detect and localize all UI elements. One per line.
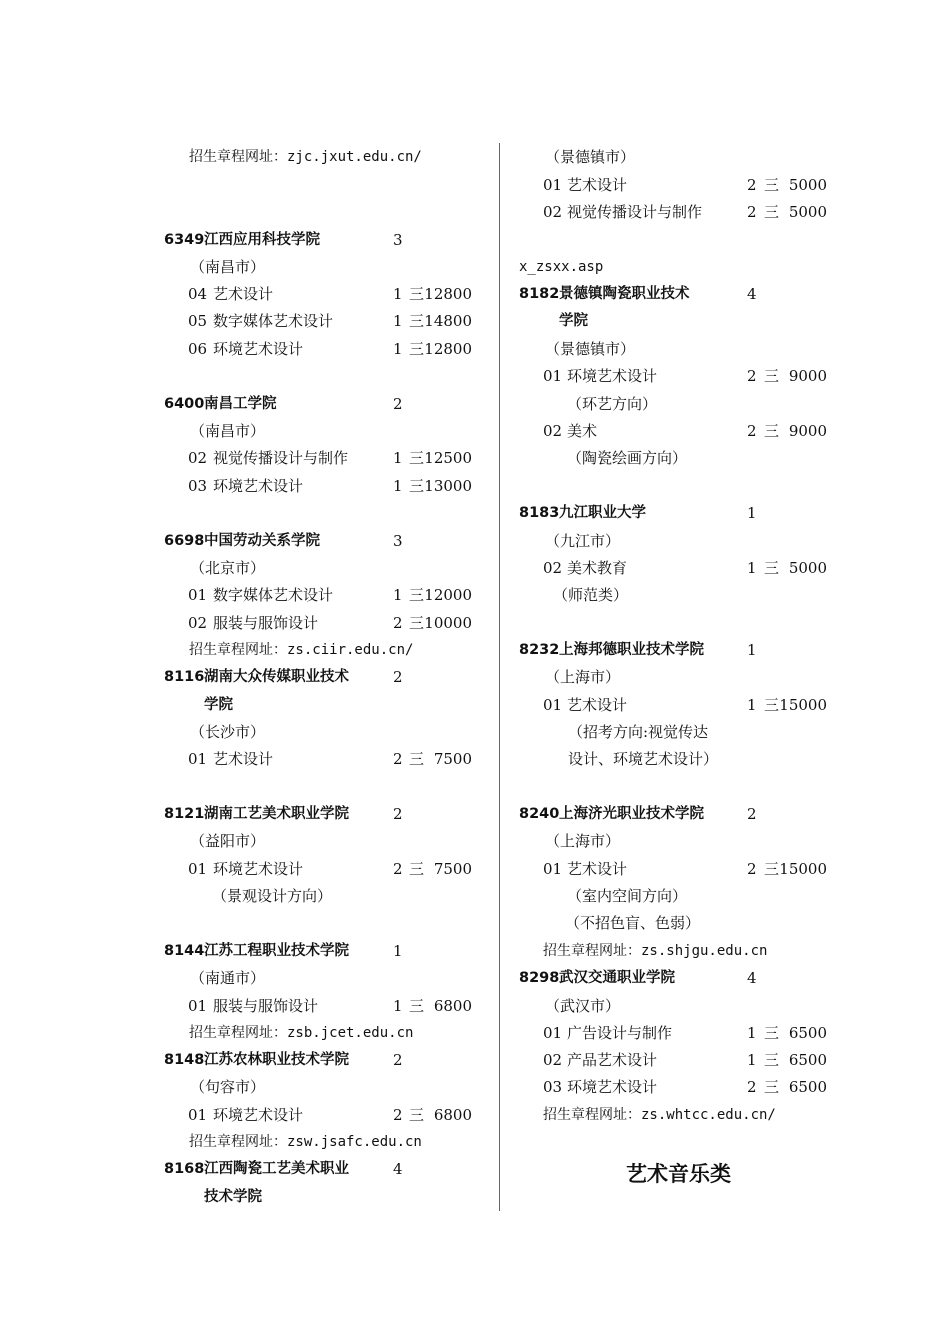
school-code: 8240 [519,806,560,822]
major-note: （室内空间方向） [567,887,688,905]
school-count: 4 [393,1160,403,1178]
major-name: 数字媒体艺术设计 [213,312,334,330]
major-fee: 12500 [424,449,472,467]
section-heading: 艺术音乐类 [626,1162,731,1186]
major-code: 01 [188,586,208,604]
major-code: 01 [188,1106,208,1124]
major-years: 1 [747,696,757,714]
enrollment-url: 招生章程网址：zjc.jxut.edu.cn/ [189,149,422,165]
major-name: 服装与服饰设计 [213,614,319,632]
school-name: 南昌工学院 [204,396,277,412]
major-tier: 三 [764,696,780,714]
school-code: 6698 [164,533,205,549]
major-tier: 三 [409,586,425,604]
major-fee: 5000 [788,559,827,577]
school-code: 8144 [164,943,205,959]
school-code: 8116 [164,669,205,685]
school-city: （南昌市） [190,258,266,276]
major-name: 环境艺术设计 [567,367,658,385]
major-code: 02 [543,203,563,221]
major-name: 艺术设计 [213,750,274,768]
school-code: 8182 [519,286,560,302]
enrollment-url: 招生章程网址：zsw.jsafc.edu.cn [189,1134,422,1150]
school-code: 8232 [519,642,560,658]
major-tier: 三 [764,559,780,577]
major-years: 2 [393,860,403,878]
column-divider [499,143,500,1211]
school-name: 江西陶瓷工艺美术职业 [204,1161,349,1177]
major-tier: 三 [764,176,780,194]
major-code: 06 [188,340,208,358]
major-fee: 9000 [788,367,827,385]
major-fee: 6500 [788,1024,827,1042]
major-tier: 三 [409,340,425,358]
major-name: 服装与服饰设计 [213,997,319,1015]
major-years: 1 [393,997,403,1015]
major-fee: 7500 [433,750,472,768]
major-fee: 12000 [424,586,472,604]
major-fee: 6500 [788,1051,827,1069]
school-name: 九江职业大学 [559,505,646,521]
school-count: 1 [747,504,757,522]
major-years: 2 [747,1078,757,1096]
school-code: 8298 [519,970,560,986]
school-code: 8121 [164,806,205,822]
major-fee: 14800 [424,312,472,330]
major-note: （环艺方向） [567,395,658,413]
major-code: 01 [543,1024,563,1042]
major-note: （不招色盲、色弱） [565,914,701,932]
major-code: 02 [543,1051,563,1069]
major-code: 01 [188,997,208,1015]
school-city: （上海市） [545,832,621,850]
major-tier: 三 [409,312,425,330]
school-name: 景德镇陶瓷职业技术 [559,286,690,302]
major-years: 1 [747,1051,757,1069]
school-count: 2 [393,1051,403,1069]
major-fee: 6800 [433,1106,472,1124]
school-code: 6349 [164,232,205,248]
major-tier: 三 [409,449,425,467]
school-city: （景德镇市） [545,148,636,166]
school-name-cont: 学院 [559,313,588,329]
school-name: 江西应用科技学院 [204,232,320,248]
school-count: 1 [393,942,403,960]
major-name: 艺术设计 [567,696,628,714]
school-code: 6400 [164,396,205,412]
major-fee: 15000 [779,860,827,878]
major-fee: 5000 [788,176,827,194]
major-code: 01 [543,367,563,385]
major-tier: 三 [409,997,425,1015]
major-name: 产品艺术设计 [567,1051,658,1069]
major-code: 02 [188,449,208,467]
school-name: 武汉交通职业学院 [559,970,675,986]
major-tier: 三 [409,285,425,303]
major-name: 美术 [567,422,598,440]
major-tier: 三 [409,614,425,632]
school-name: 上海邦德职业技术学院 [559,642,704,658]
school-count: 4 [747,969,757,987]
major-name: 环境艺术设计 [213,477,304,495]
major-note: （陶瓷绘画方向） [567,449,688,467]
school-count: 4 [747,285,757,303]
major-code: 04 [188,285,208,303]
school-count: 2 [393,668,403,686]
enrollment-url-tail: x_zsxx.asp [519,259,604,275]
major-code: 03 [543,1078,563,1096]
major-tier: 三 [764,860,780,878]
major-name: 美术教育 [567,559,628,577]
major-name: 环境艺术设计 [213,1106,304,1124]
major-years: 2 [393,750,403,768]
major-name: 环境艺术设计 [213,340,304,358]
major-years: 1 [393,340,403,358]
major-fee: 6800 [433,997,472,1015]
major-tier: 三 [409,1106,425,1124]
school-city: （益阳市） [190,832,266,850]
major-fee: 5000 [788,203,827,221]
major-name: 艺术设计 [567,176,628,194]
major-tier: 三 [764,1024,780,1042]
major-name: 广告设计与制作 [567,1024,673,1042]
major-name: 视觉传播设计与制作 [213,449,349,467]
major-years: 2 [747,367,757,385]
major-years: 1 [393,477,403,495]
school-city: （北京市） [190,559,266,577]
major-tier: 三 [409,860,425,878]
school-code: 8168 [164,1161,205,1177]
enrollment-url: 招生章程网址：zs.ciir.edu.cn/ [189,642,414,658]
major-code: 02 [543,559,563,577]
school-count: 2 [393,805,403,823]
school-count: 2 [747,805,757,823]
major-years: 1 [747,559,757,577]
school-city: （南通市） [190,969,266,987]
enrollment-url: 招生章程网址：zs.whtcc.edu.cn/ [543,1107,776,1123]
major-tier: 三 [409,477,425,495]
major-tier: 三 [764,1078,780,1096]
school-name-cont: 技术学院 [204,1189,262,1205]
major-fee: 6500 [788,1078,827,1096]
major-years: 1 [393,312,403,330]
school-city: （南昌市） [190,422,266,440]
major-name: 数字媒体艺术设计 [213,586,334,604]
major-fee: 15000 [779,696,827,714]
school-city: （九江市） [545,532,621,550]
school-code: 8183 [519,505,560,521]
major-note: （师范类） [553,586,629,604]
school-name: 江苏农林职业技术学院 [204,1052,349,1068]
major-fee: 13000 [424,477,472,495]
school-name-cont: 学院 [204,697,233,713]
school-name: 上海济光职业技术学院 [559,806,704,822]
school-count: 2 [393,395,403,413]
major-code: 01 [543,860,563,878]
school-name: 湖南大众传媒职业技术 [204,669,349,685]
school-name: 江苏工程职业技术学院 [204,943,349,959]
major-name: 艺术设计 [213,285,274,303]
major-name: 环境艺术设计 [567,1078,658,1096]
major-code: 03 [188,477,208,495]
major-fee: 7500 [433,860,472,878]
major-name: 环境艺术设计 [213,860,304,878]
major-code: 01 [188,860,208,878]
enrollment-url: 招生章程网址：zsb.jcet.edu.cn [189,1025,414,1041]
major-fee: 12800 [424,340,472,358]
major-years: 2 [747,422,757,440]
major-note: （景观设计方向） [212,887,333,905]
major-name: 视觉传播设计与制作 [567,203,703,221]
major-years: 2 [747,203,757,221]
major-code: 01 [543,176,563,194]
major-years: 1 [747,1024,757,1042]
major-note: （招考方向:视觉传达 [568,723,709,741]
major-name: 艺术设计 [567,860,628,878]
school-count: 3 [393,532,403,550]
major-tier: 三 [764,367,780,385]
major-years: 1 [393,586,403,604]
major-years: 2 [747,860,757,878]
major-years: 1 [393,285,403,303]
major-code: 02 [188,614,208,632]
major-fee: 10000 [424,614,472,632]
major-years: 2 [393,614,403,632]
major-code: 02 [543,422,563,440]
school-name: 湖南工艺美术职业学院 [204,806,349,822]
school-city: （句容市） [190,1078,266,1096]
school-city: （上海市） [545,668,621,686]
major-code: 05 [188,312,208,330]
school-city: （景德镇市） [545,340,636,358]
school-code: 8148 [164,1052,205,1068]
major-fee: 9000 [788,422,827,440]
enrollment-url: 招生章程网址：zs.shjgu.edu.cn [543,943,768,959]
major-fee: 12800 [424,285,472,303]
major-tier: 三 [764,203,780,221]
major-tier: 三 [409,750,425,768]
major-code: 01 [543,696,563,714]
school-count: 1 [747,641,757,659]
school-count: 3 [393,231,403,249]
school-city: （武汉市） [545,997,621,1015]
major-years: 2 [393,1106,403,1124]
major-years: 1 [393,449,403,467]
major-code: 01 [188,750,208,768]
major-note: 设计、环境艺术设计） [568,750,719,768]
school-city: （长沙市） [190,723,266,741]
major-tier: 三 [764,1051,780,1069]
major-years: 2 [747,176,757,194]
school-name: 中国劳动关系学院 [204,533,320,549]
major-tier: 三 [764,422,780,440]
